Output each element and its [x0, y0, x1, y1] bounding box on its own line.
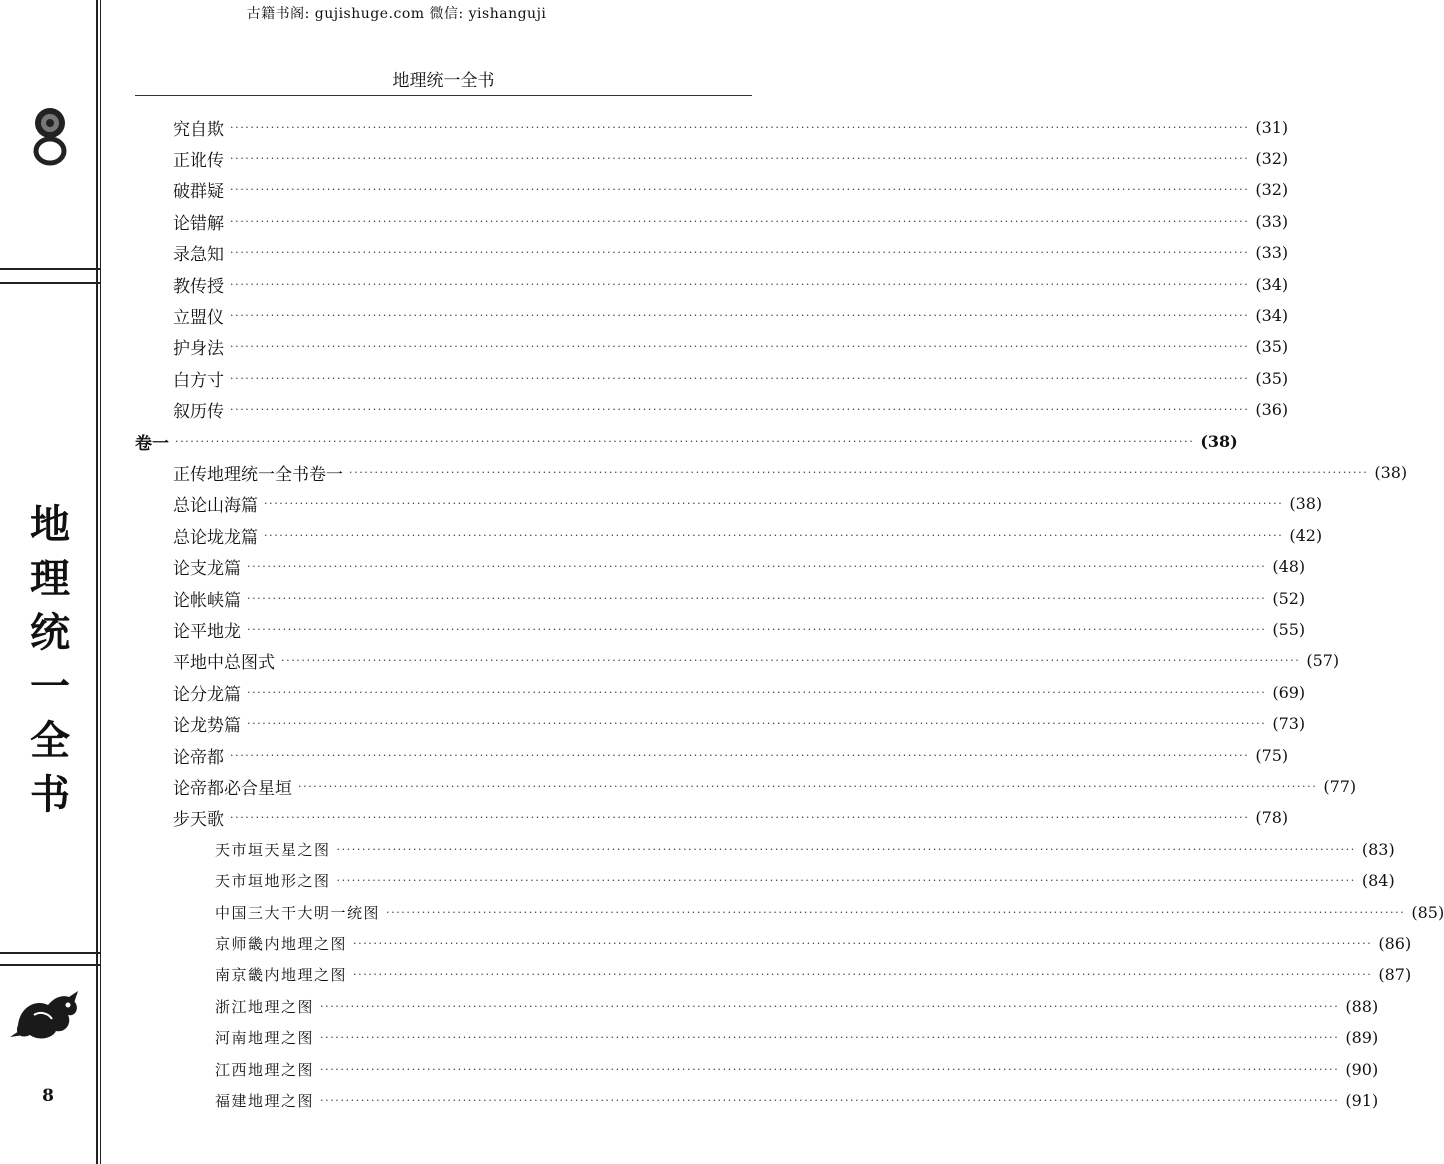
toc-entry-title: 立盟仪	[173, 307, 224, 328]
toc-entry-page: (34)	[1255, 274, 1289, 294]
toc-entry-page: (78)	[1255, 808, 1289, 828]
toc-entry-title: 平地中总图式	[173, 653, 275, 674]
door-knocker-icon	[30, 105, 70, 167]
toc-entry	[173, 146, 1289, 171]
toc-entry	[173, 115, 1289, 140]
header-rule	[135, 95, 752, 96]
spine-char: 地	[30, 501, 70, 548]
toc-entry-page: (89)	[1345, 1028, 1379, 1048]
toc-entry-page: (87)	[1378, 965, 1412, 985]
toc-entry-title: 总论山海篇	[173, 496, 258, 517]
toc-leader-dots: ········································································································································································································	[336, 842, 1356, 856]
toc-entry-title: 论帝都	[173, 747, 224, 768]
toc-leader-dots: ········································································································································································································	[230, 340, 1250, 354]
toc-entry	[173, 586, 1306, 611]
toc-entry-page: (34)	[1255, 305, 1289, 325]
toc-entry-title: 浙江地理之图	[215, 997, 315, 1016]
toc-entry	[173, 209, 1289, 234]
toc-leader-dots: ········································································································································································································	[247, 622, 1267, 636]
toc-entry-page: (33)	[1255, 243, 1289, 263]
toc-entry-page: (38)	[1289, 494, 1323, 514]
toc-leader-dots: ········································································································································································································	[281, 654, 1301, 668]
toc-entry	[173, 743, 1289, 768]
toc-leader-dots: ········································································································································································································	[247, 717, 1267, 731]
toc-leader-dots: ········································································································································································································	[230, 811, 1250, 825]
toc-entry-page: (86)	[1378, 933, 1412, 953]
toc-entry	[173, 523, 1323, 548]
toc-entry-page: (90)	[1345, 1059, 1379, 1079]
toc-entry-title: 白方寸	[173, 370, 224, 391]
toc-leader-dots: ········································································································································································································	[230, 748, 1250, 762]
toc-entry-page: (91)	[1345, 1090, 1379, 1110]
toc-entry-page: (57)	[1306, 651, 1340, 671]
toc-leader-dots: ········································································································································································································	[175, 434, 1195, 448]
binding-line-outer	[96, 0, 98, 1164]
toc-entry-title: 论分龙篇	[173, 684, 241, 705]
toc-entry-title: 论帐峡篇	[173, 590, 241, 611]
page-number: 8	[42, 1086, 54, 1106]
toc-leader-dots: ········································································································································································································	[353, 936, 1373, 950]
toc-entry	[215, 963, 1412, 987]
dragon-emblem-icon	[8, 985, 86, 1045]
toc-leader-dots: ········································································································································································································	[230, 403, 1250, 417]
toc-leader-dots: ········································································································································································································	[247, 560, 1267, 574]
toc-entry-title: 破群疑	[173, 182, 224, 203]
toc-leader-dots: ········································································································································································································	[230, 246, 1250, 260]
spine-char: 理	[30, 555, 70, 602]
toc-leader-dots: ········································································································································································································	[320, 999, 1340, 1013]
toc-entry-page: (75)	[1255, 745, 1289, 765]
toc-entry-title: 京师畿内地理之图	[215, 934, 348, 953]
toc-entry-title: 步天歌	[173, 810, 224, 831]
toc-entry	[215, 1026, 1379, 1050]
toc-leader-dots: ········································································································································································································	[353, 968, 1373, 982]
toc-entry-page: (31)	[1255, 117, 1289, 137]
toc-leader-dots: ········································································································································································································	[349, 465, 1369, 479]
toc-entry-page: (73)	[1272, 714, 1306, 734]
toc-entry	[173, 272, 1289, 297]
toc-entry-page: (55)	[1272, 619, 1306, 639]
toc-leader-dots: ········································································································································································································	[230, 308, 1250, 322]
toc-entry-title: 天市垣天星之图	[215, 840, 331, 859]
toc-entry-title: 论帝都必合星垣	[173, 778, 292, 799]
toc-entry	[173, 303, 1289, 328]
toc-leader-dots: ········································································································································································································	[247, 591, 1267, 605]
toc-entry-page: (33)	[1255, 211, 1289, 231]
toc-entry	[173, 335, 1289, 360]
toc-entry-title: 教传授	[173, 276, 224, 297]
toc-entry-page: (77)	[1323, 776, 1357, 796]
toc-entry	[215, 837, 1395, 861]
toc-entry-title: 论支龙篇	[173, 559, 241, 580]
toc-leader-dots: ········································································································································································································	[247, 685, 1267, 699]
toc-leader-dots: ········································································································································································································	[264, 528, 1284, 542]
toc-entry-page: (69)	[1272, 682, 1306, 702]
toc-entry-title: 叙历传	[173, 402, 224, 423]
toc-entry	[173, 712, 1306, 737]
toc-entry-title: 中国三大干大明一统图	[215, 903, 381, 922]
spine-char: 一	[30, 663, 70, 710]
toc-leader-dots: ········································································································································································································	[230, 183, 1250, 197]
toc-entry	[135, 429, 1238, 454]
toc-entry-page: (88)	[1345, 996, 1379, 1016]
toc-entry	[173, 617, 1306, 642]
toc-leader-dots: ········································································································································································································	[320, 1093, 1340, 1107]
spine-char: 统	[30, 609, 70, 656]
toc-entry-title: 南京畿内地理之图	[215, 966, 348, 985]
toc-entry-page: (42)	[1289, 525, 1323, 545]
toc-entry-page: (35)	[1255, 368, 1289, 388]
toc-leader-dots: ········································································································································································································	[264, 497, 1284, 511]
toc-leader-dots: ········································································································································································································	[320, 1031, 1340, 1045]
toc-leader-dots: ········································································································································································································	[230, 214, 1250, 228]
toc-entry-title: 究自欺	[173, 119, 224, 140]
toc-entry-page: (36)	[1255, 400, 1289, 420]
toc-leader-dots: ········································································································································································································	[230, 120, 1250, 134]
toc-entry-title: 正讹传	[173, 150, 224, 171]
toc-leader-dots: ········································································································································································································	[298, 779, 1318, 793]
toc-entry-title: 护身法	[173, 339, 224, 360]
toc-leader-dots: ········································································································································································································	[230, 151, 1250, 165]
toc-entry	[173, 241, 1289, 266]
toc-entry-page: (83)	[1361, 839, 1395, 859]
spine-char: 书	[30, 771, 70, 818]
toc-entry	[173, 492, 1323, 517]
spine-title	[24, 498, 76, 822]
toc-entry	[173, 555, 1306, 580]
toc-entry-title: 福建地理之图	[215, 1091, 315, 1110]
toc-entry-page: (38)	[1374, 462, 1408, 482]
toc-entry-page: (52)	[1272, 588, 1306, 608]
toc-entry-title: 录急知	[173, 245, 224, 266]
toc-entry	[173, 178, 1289, 203]
toc-entry-title: 江西地理之图	[215, 1060, 315, 1079]
toc-entry-page: (38)	[1200, 431, 1238, 451]
toc-entry	[215, 931, 1412, 955]
toc-entry-title: 论错解	[173, 213, 224, 234]
toc-entry-title: 正传地理统一全书卷一	[173, 464, 343, 485]
toc-entry-page: (84)	[1361, 871, 1395, 891]
toc-entry-page: (32)	[1255, 148, 1289, 168]
spine-char: 全	[30, 717, 70, 764]
toc-entry	[173, 649, 1340, 674]
binding-line-inner	[100, 0, 101, 1164]
toc-leader-dots: ········································································································································································································	[336, 874, 1356, 888]
toc-leader-dots: ········································································································································································································	[386, 905, 1406, 919]
toc-entry-title: 总论垅龙篇	[173, 527, 258, 548]
toc-entry	[173, 366, 1289, 391]
toc-entry	[215, 1088, 1379, 1112]
toc-entry	[215, 900, 1444, 924]
toc-entry-page: (48)	[1272, 557, 1306, 577]
toc-entry-title: 河南地理之图	[215, 1029, 315, 1048]
toc-leader-dots: ········································································································································································································	[230, 277, 1250, 291]
toc-leader-dots: ········································································································································································································	[320, 1062, 1340, 1076]
toc-entry	[173, 460, 1408, 485]
toc-entry-title: 天市垣地形之图	[215, 872, 331, 891]
toc-entry	[215, 994, 1379, 1018]
toc-leader-dots: ········································································································································································································	[230, 371, 1250, 385]
toc-entry-page: (35)	[1255, 337, 1289, 357]
toc-entry-title: 卷一	[135, 433, 169, 454]
toc-entry	[215, 869, 1395, 893]
toc-entry-page: (85)	[1411, 902, 1444, 922]
running-head: 地理统一全书	[392, 71, 495, 91]
toc-entry-title: 论龙势篇	[173, 716, 241, 737]
toc-entry-title: 论平地龙	[173, 621, 241, 642]
toc-entry	[173, 398, 1289, 423]
toc-entry-page: (32)	[1255, 180, 1289, 200]
toc-entry	[173, 806, 1289, 831]
toc-entry	[215, 1057, 1379, 1081]
toc-entry	[173, 774, 1357, 799]
watermark: 古籍书阁: gujishuge.com 微信: yishanguji	[246, 6, 547, 22]
toc-entry	[173, 680, 1306, 705]
